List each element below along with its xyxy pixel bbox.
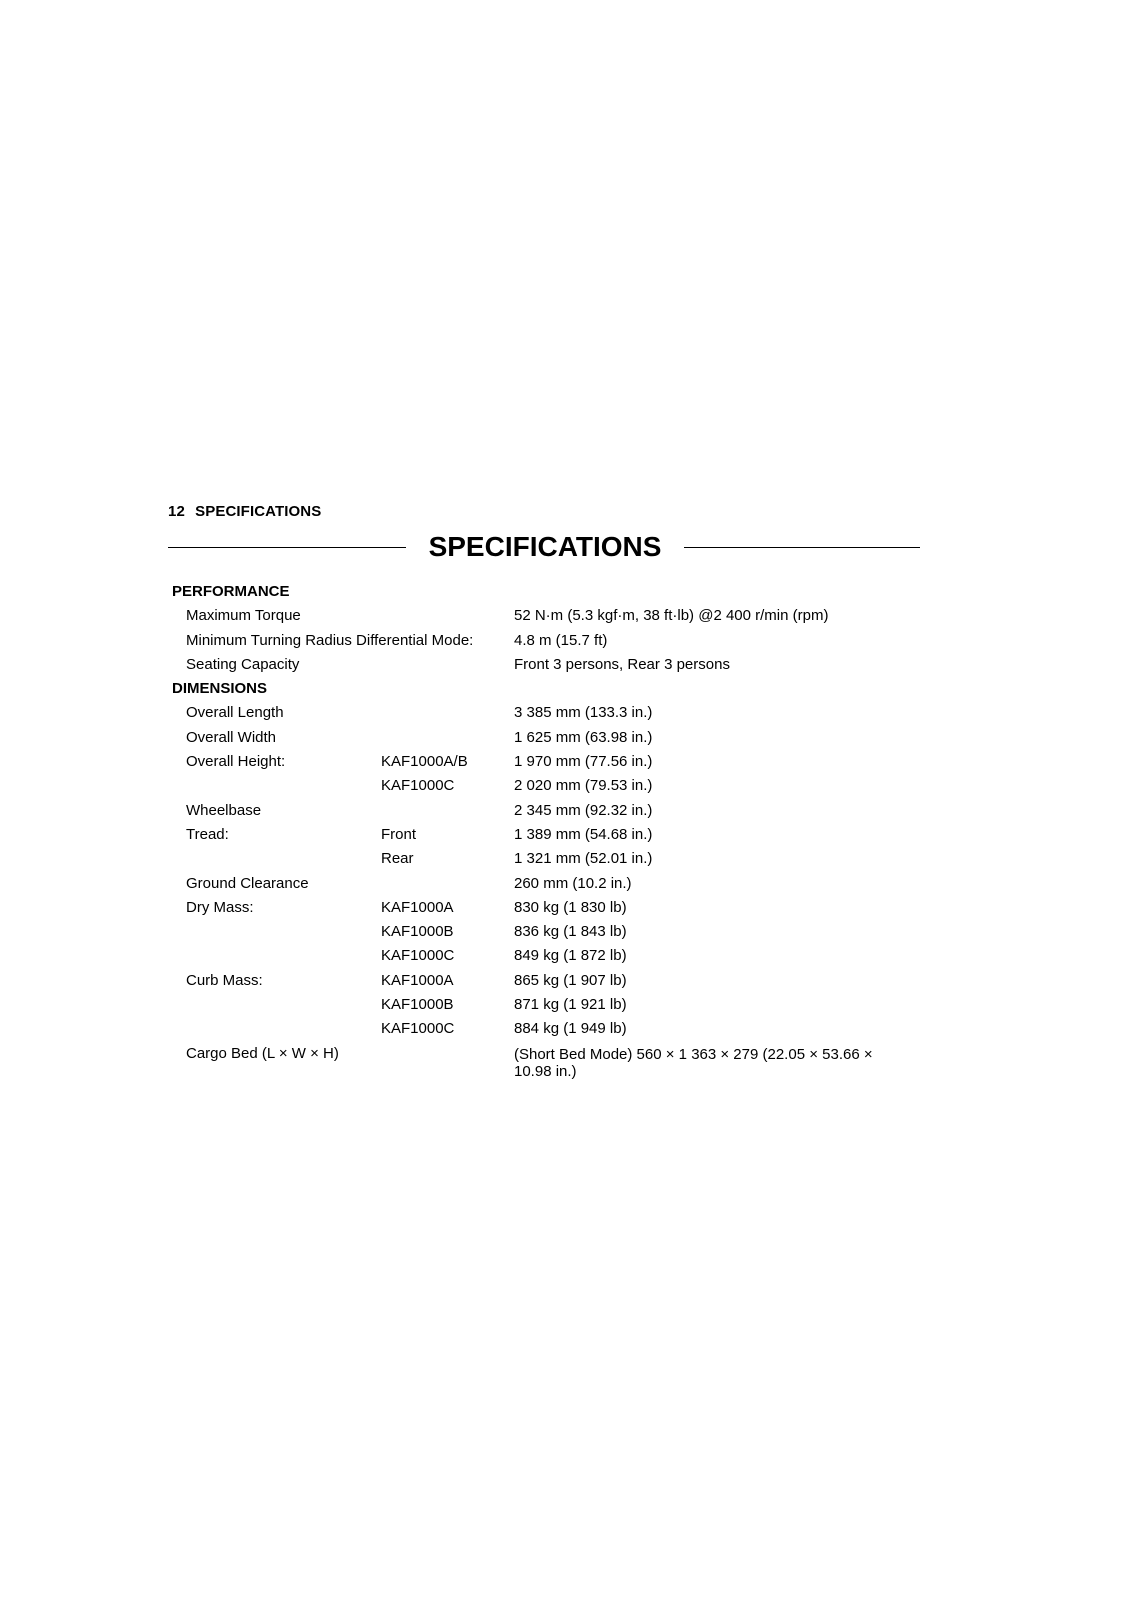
spec-row: [172, 920, 912, 944]
spec-value: 865 kg (1 907 lb): [514, 971, 627, 989]
spec-row: [172, 872, 912, 896]
spec-variant: KAF1000C: [381, 1020, 455, 1038]
spec-table: [172, 580, 912, 1080]
running-head-section: SPECIFICATIONS: [195, 503, 322, 520]
spec-label: Dry Mass:: [186, 898, 254, 916]
spec-row: [172, 1042, 912, 1080]
title-rule-right: [684, 547, 920, 548]
spec-value: 884 kg (1 949 lb): [514, 1020, 627, 1038]
spec-variant: KAF1000A: [381, 898, 454, 916]
spec-variant: KAF1000A/B: [381, 753, 468, 771]
spec-value: 1 625 mm (63.98 in.): [514, 728, 653, 746]
running-head: [168, 503, 321, 520]
spec-value: 3 385 mm (133.3 in.): [514, 704, 653, 722]
spec-row: [172, 823, 912, 847]
spec-row: [172, 774, 912, 798]
spec-value: 836 kg (1 843 lb): [514, 923, 627, 941]
spec-variant: KAF1000B: [381, 923, 454, 941]
spec-variant: KAF1000A: [381, 971, 454, 989]
spec-value: 830 kg (1 830 lb): [514, 898, 627, 916]
spec-variant: KAF1000B: [381, 996, 454, 1014]
spec-label: Overall Length: [186, 704, 284, 722]
spec-row: [172, 750, 912, 774]
spec-row: [172, 896, 912, 920]
spec-value: 2 020 mm (79.53 in.): [514, 777, 653, 795]
spec-value: 1 321 mm (52.01 in.): [514, 850, 653, 868]
spec-label: Wheelbase: [186, 801, 262, 819]
spec-label: Curb Mass:: [186, 971, 263, 989]
spec-row: [172, 969, 912, 993]
section-heading-dimensions: DIMENSIONS: [172, 680, 268, 698]
spec-row: [172, 944, 912, 968]
spec-value: 871 kg (1 921 lb): [514, 996, 627, 1014]
spec-row: [172, 993, 912, 1017]
spec-variant: Front: [381, 825, 417, 843]
spec-row: [172, 653, 912, 677]
spec-row: [172, 847, 912, 871]
spec-value: 1 970 mm (77.56 in.): [514, 753, 653, 771]
spec-label: Seating Capacity: [186, 655, 300, 673]
spec-label: Minimum Turning Radius Differential Mode:: [186, 631, 474, 649]
spec-label: Maximum Torque: [186, 607, 301, 625]
page-title: SPECIFICATIONS: [428, 531, 662, 562]
spec-value: 849 kg (1 872 lb): [514, 947, 627, 965]
spec-value: (Short Bed Mode) 560 × 1 363 × 279 (22.05 × 53.66 × 10.98 in.): [514, 1045, 873, 1080]
spec-row: [172, 726, 912, 750]
spec-value: 52 N·m (5.3 kgf·m, 38 ft·lb) @2 400 r/min (rpm): [514, 607, 829, 625]
spec-value: 260 mm (10.2 in.): [514, 874, 632, 892]
spec-row: [172, 629, 912, 653]
spec-variant: KAF1000C: [381, 777, 455, 795]
spec-row: [172, 799, 912, 823]
spec-value: 2 345 mm (92.32 in.): [514, 801, 653, 819]
title-band: [168, 528, 920, 568]
spec-variant: KAF1000C: [381, 947, 455, 965]
spec-row: [172, 604, 912, 628]
spec-label: Ground Clearance: [186, 874, 309, 892]
spec-value: 1 389 mm (54.68 in.): [514, 825, 653, 843]
spec-variant: Rear: [381, 850, 414, 868]
spec-row: [172, 701, 912, 725]
spec-label: Cargo Bed (L × W × H): [186, 1044, 339, 1062]
section-heading-performance: PERFORMANCE: [172, 583, 290, 600]
spec-label: Overall Height:: [186, 753, 286, 771]
spec-row: [172, 1017, 912, 1041]
title-rule-left: [168, 547, 406, 548]
spec-value: 4.8 m (15.7 ft): [514, 631, 608, 649]
spec-label: Tread:: [186, 825, 229, 843]
spec-value: Front 3 persons, Rear 3 persons: [514, 655, 730, 673]
spec-label: Overall Width: [186, 728, 277, 746]
page-number: 12: [168, 503, 185, 520]
